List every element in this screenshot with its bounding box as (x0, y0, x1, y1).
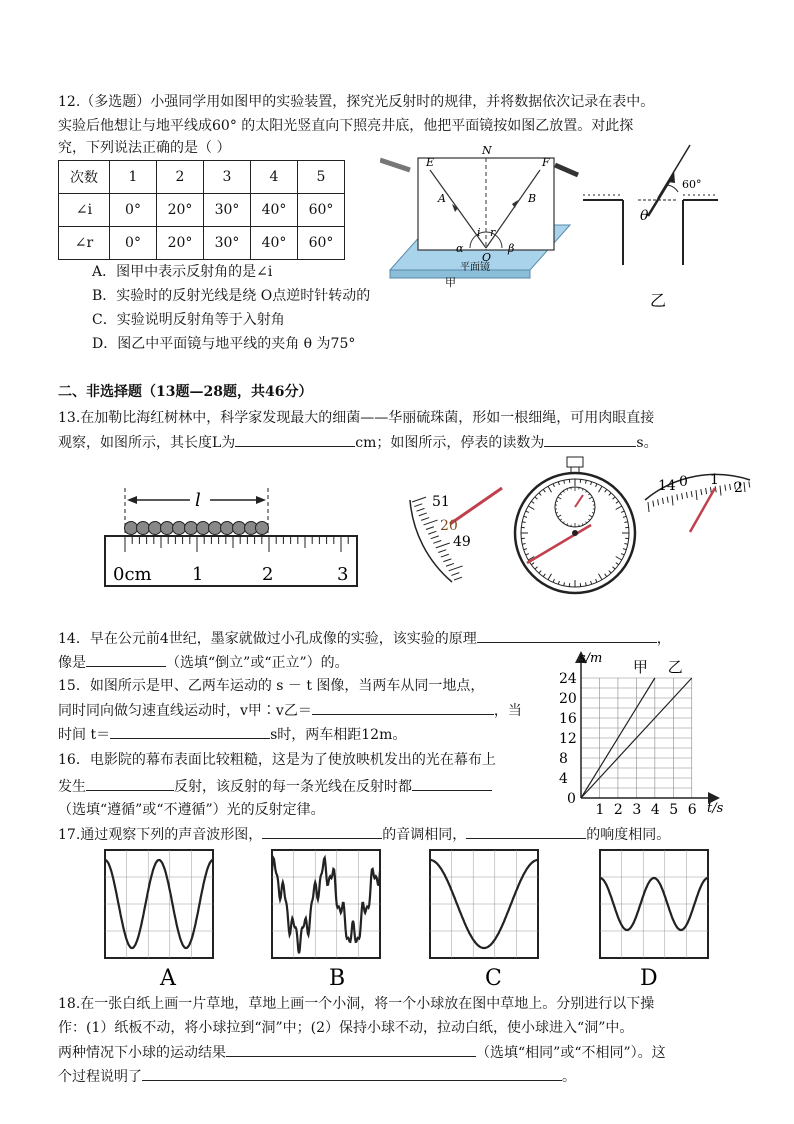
q17-waveforms (100, 845, 750, 990)
table-row (59, 161, 345, 194)
table-cell: ∠i (59, 194, 110, 227)
q13-line2 (58, 432, 658, 453)
q18-line4 (58, 1066, 576, 1087)
q15-text-e: s时，两车相距12m。 (270, 727, 407, 743)
fig-jia-label-i: i (477, 226, 481, 239)
q13-text-a: 观察，如图所示，其长度L为 (58, 435, 236, 451)
series-legend-label: 甲 (632, 658, 648, 676)
q18-text-b: （选填“相同”或“不相同”）。这 (476, 1045, 666, 1061)
q17-line1 (58, 824, 670, 845)
table-row (59, 194, 345, 227)
waveform-label: C (485, 966, 502, 990)
waveform-d (600, 850, 708, 958)
q16-text-b: 反射，该反射的每一条光线在反射时都 (174, 779, 412, 795)
fig-jia-label-n: N (482, 144, 492, 157)
table-row (59, 227, 345, 260)
q18-text-d: 。 (562, 1069, 576, 1085)
q14-image-blank[interactable] (86, 652, 166, 667)
table-cell: 3 (204, 161, 251, 194)
table-cell: 次数 (59, 161, 110, 194)
y-tick-label: 20 (559, 691, 577, 707)
dial-zoom-label: 20 (440, 518, 458, 534)
q14-text-b: 像是 (58, 655, 86, 671)
fig-jia-label-o: O (482, 251, 492, 264)
fig-yi-well (578, 140, 728, 310)
x-tick-label: 2 (613, 802, 623, 818)
q15-ratio-blank[interactable] (312, 700, 494, 715)
q15-text-d: 时间 t＝ (58, 727, 111, 743)
gauge-zoom-label: 0 (679, 474, 688, 490)
y-axis-label: s/m (579, 651, 603, 666)
waveform-c (430, 850, 538, 958)
waveform-a (105, 850, 213, 958)
q15-text-c: ，当 (493, 703, 522, 719)
table-cell: 5 (298, 161, 345, 194)
table-cell: 40° (251, 194, 298, 227)
q13-text-b: cm；如图所示，停表的读数为 (355, 435, 545, 451)
ruler-tick-label: 2 (262, 564, 274, 585)
q12-data-table (58, 160, 345, 260)
q15-line3 (58, 724, 406, 745)
table-cell: 60° (298, 194, 345, 227)
q12-line2: 实验后他想让与地平线成60° 的太阳光竖直向下照亮井底，他把平面镜按如图乙放置。对此探 (58, 118, 634, 134)
q13-line1: 13.在加勒比海红树林中，科学家发现最大的细菌——华丽硫珠菌，形如一根细绳，可用肉眼直接 (58, 410, 655, 426)
q16-follow-blank[interactable] (412, 776, 492, 791)
fig-jia-label-e: E (426, 156, 435, 169)
waveform-label: D (640, 966, 658, 990)
q18-line1: 18.在一张白纸上画一片草地，草地上画一个小洞，将一个小球放在图中草地上。分别进行以下操 (58, 996, 655, 1012)
q16-line3: （选填“遵循”或“不遵循”）光的反射定律。 (58, 802, 325, 818)
table-cell: 20° (157, 194, 204, 227)
fig-jia-label-beta: β (508, 242, 515, 255)
q12-option-d: D．图乙中平面镜与地平线的夹角 θ 为75° (92, 336, 356, 352)
fig-jia-label-alpha: α (456, 242, 464, 255)
fig-jia-reflection-setup (380, 140, 580, 290)
table-cell: 4 (251, 161, 298, 194)
q18-explain-blank[interactable] (142, 1066, 562, 1081)
gauge-zoom-label: 2 (734, 480, 743, 496)
x-tick-label: 4 (650, 802, 660, 818)
fig-yi-caption: 乙 (650, 291, 667, 310)
dial-zoom-label: 51 (432, 494, 450, 510)
fig-yi-theta: θ (640, 208, 649, 224)
q14-text-a: 14．早在公元前4世纪，墨家就做过小孔成像的实验，该实验的原理 (58, 631, 477, 647)
q13-l-label: l (195, 490, 201, 511)
fig-jia-label-f: F (542, 156, 550, 169)
table-cell: 60° (298, 227, 345, 260)
q17-text-b: 的音调相同， (382, 827, 467, 843)
q12-line1: 12.（多选题）小强同学用如图甲的实验装置，探究光反射时的规律，并将数据依次记录在表中。 (58, 94, 655, 110)
q17-text-a: 17.通过观察下列的声音波形图， (58, 827, 263, 843)
y-tick-label: 4 (559, 771, 568, 787)
q13-dial-zoom (400, 480, 510, 590)
y-tick-label: 8 (559, 751, 568, 767)
waveform-label: B (329, 966, 346, 990)
table-cell: 30° (204, 194, 251, 227)
origin-label: 0 (567, 791, 576, 807)
fig-jia-mirror-label: 平面镜 (460, 262, 490, 273)
q15-time-blank[interactable] (110, 724, 270, 739)
q13-ruler-figure (95, 478, 365, 588)
fig-jia-label-r: r (490, 226, 496, 239)
q15-line1: 15．如图所示是甲、乙两车运动的 s － t 图像，当两车从同一地点， (58, 678, 485, 694)
q15-text-a: 同时同向做匀速直线运动时， (58, 703, 240, 719)
series-legend-label: 乙 (667, 658, 683, 676)
q16-line1: 16．电影院的幕布表面比较粗糙，这是为了使放映机发出的光在幕布上 (58, 752, 496, 768)
fig-jia-label-a: A (438, 192, 446, 205)
table-cell: 1 (110, 161, 157, 194)
table-cell: ∠r (59, 227, 110, 260)
q14-principle-blank[interactable] (477, 628, 657, 643)
y-tick-label: 12 (559, 731, 577, 747)
table-cell: 2 (157, 161, 204, 194)
q14-line1: 14．早在公元前4世纪，墨家就做过小孔成像的实验，该实验的原理 ， (58, 628, 671, 649)
dial-zoom-label: 49 (453, 534, 471, 550)
q12-option-b: B．实验时的反射光线是绕 O点逆时针转动的 (92, 288, 371, 304)
table-cell: 30° (204, 227, 251, 260)
q13-stopwatch-blank[interactable] (544, 432, 636, 447)
q17-pitch-blank[interactable] (262, 824, 382, 839)
y-tick-label: 16 (559, 711, 577, 727)
x-axis-label: t/s (707, 801, 724, 816)
ruler-tick-label: 3 (337, 564, 349, 585)
q13-text-c: s。 (636, 435, 658, 451)
table-cell: 20° (157, 227, 204, 260)
table-cell: 0° (110, 194, 157, 227)
fig-jia-caption: 甲 (445, 276, 456, 289)
q15-text-b: v甲∶v乙＝ (240, 703, 312, 719)
stopwatch (505, 455, 645, 595)
q14-line2 (58, 652, 349, 673)
gauge-zoom-label: 1 (710, 472, 719, 488)
fig-jia-label-b: B (528, 192, 537, 205)
q16-text-a: 发生 (58, 779, 86, 795)
ruler-tick-label: 0cm (113, 564, 152, 585)
table-cell: 0° (110, 227, 157, 260)
q12-option-a: A．图甲中表示反射角的是∠i (92, 264, 273, 280)
x-tick-label: 5 (669, 802, 679, 818)
q18-line2: 作：(1）纸板不动，将小球拉到“洞”中；(2）保持小球不动，拉动白纸，使小球进入“洞”中。 (58, 1020, 634, 1036)
q17-loudness-blank[interactable] (466, 824, 586, 839)
waveform-b (272, 850, 380, 958)
x-tick-label: 6 (687, 802, 697, 818)
q18-line3 (58, 1042, 666, 1063)
q16-line2 (58, 776, 492, 797)
q16-reflection-type-blank[interactable] (86, 776, 174, 791)
y-tick-label: 24 (559, 671, 577, 687)
q18-text-c: 个过程说明了 (58, 1069, 142, 1085)
q17-text-c: 的响度相同。 (586, 827, 671, 843)
bacterium-chain (125, 522, 269, 535)
x-tick-label: 1 (595, 802, 605, 818)
q13-gauge-zoom (640, 460, 760, 540)
q12-line3: 究，下列说法正确的是（ ） (58, 140, 231, 156)
q14-text-c: （选填“倒立”或“正立”）的。 (166, 655, 349, 671)
gauge-zoom-label: 14 (658, 478, 676, 494)
fig-yi-angle-label: 60° (682, 178, 702, 191)
q18-result-blank[interactable] (226, 1042, 476, 1057)
x-tick-label: 3 (632, 802, 642, 818)
q18-text-a: 两种情况下小球的运动结果 (58, 1045, 226, 1061)
ruler-tick-label: 1 (192, 564, 204, 585)
section2-heading: 二、非选择题（13题—28题，共46分） (58, 384, 313, 400)
st-chart (548, 650, 736, 830)
q15-line2 (58, 700, 522, 721)
q12-option-c: C．实验说明反射角等于入射角 (92, 312, 285, 328)
q13-length-blank[interactable] (235, 432, 355, 447)
table-cell: 40° (251, 227, 298, 260)
waveform-label: A (160, 966, 176, 990)
